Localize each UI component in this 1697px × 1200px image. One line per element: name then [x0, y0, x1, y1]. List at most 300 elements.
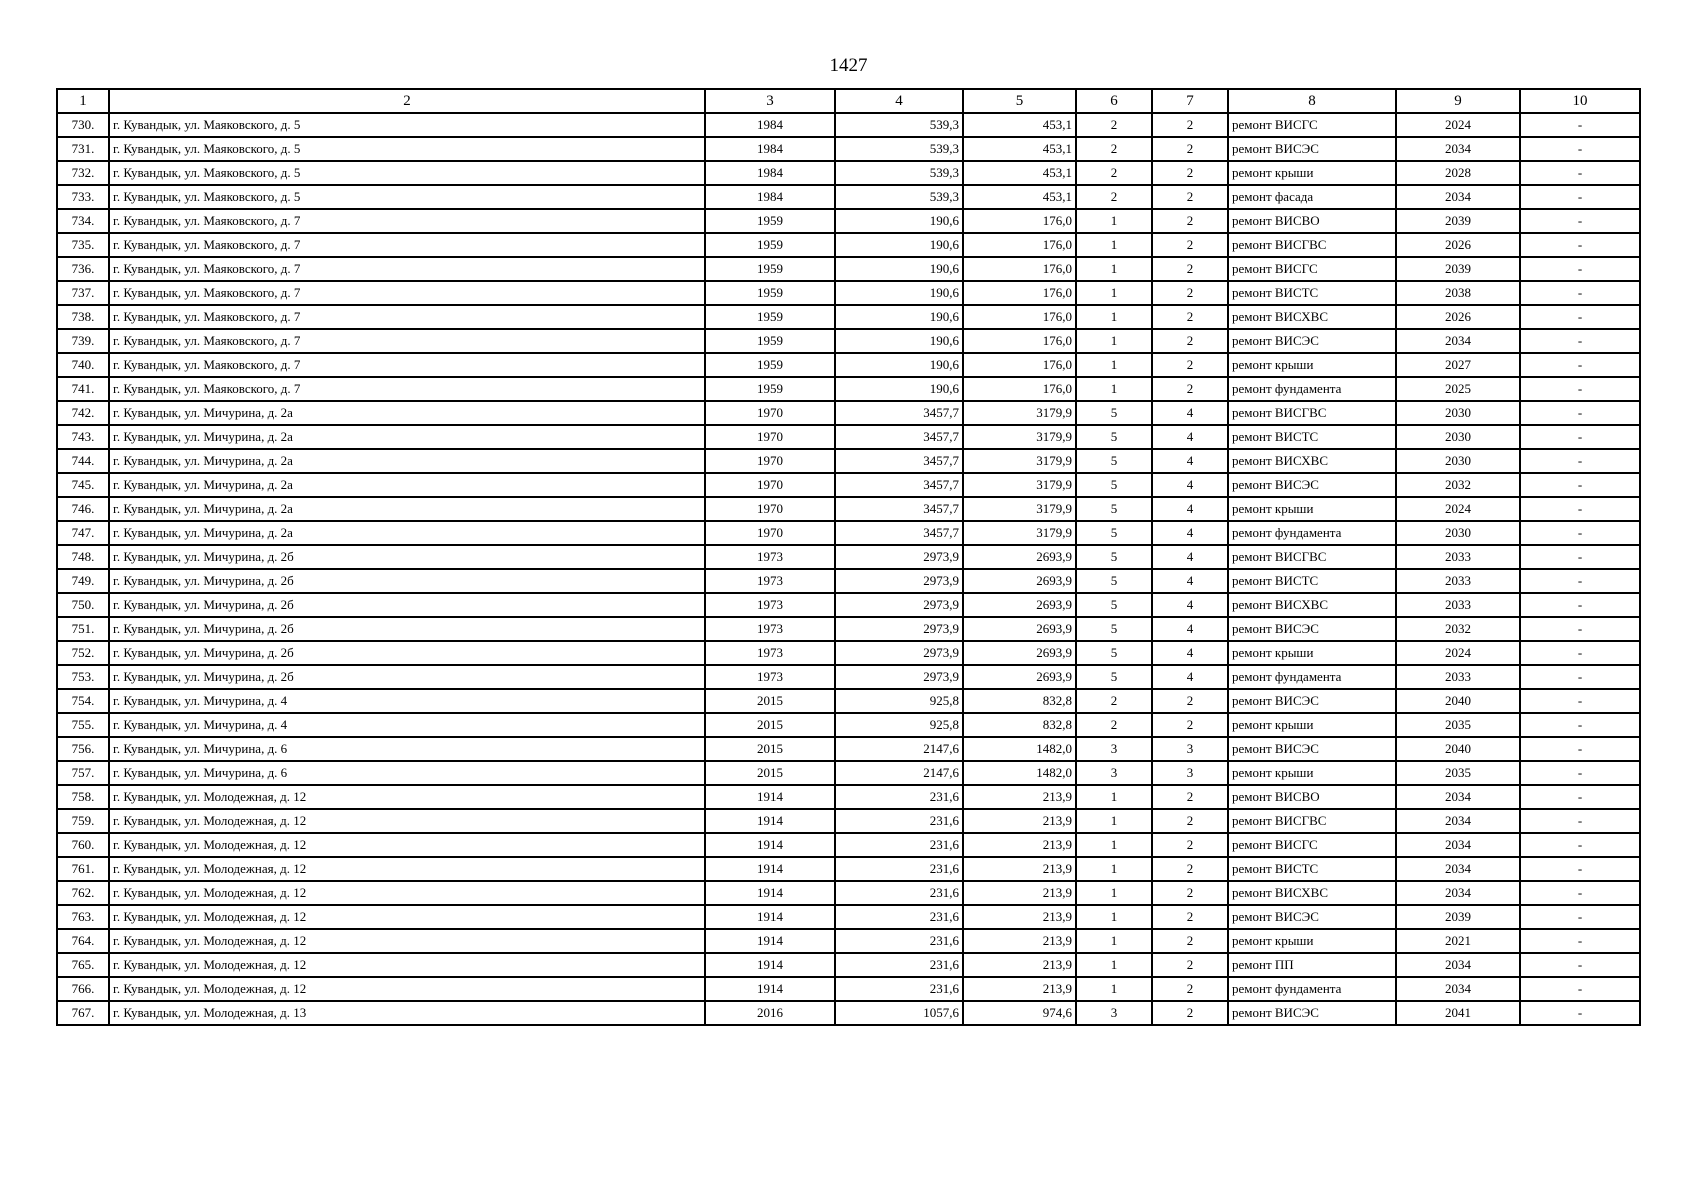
floors-cell: 5 [1076, 617, 1152, 641]
entrances-cell: 4 [1152, 545, 1228, 569]
address-cell: г. Кувандык, ул. Маяковского, д. 7 [109, 377, 705, 401]
note-cell: - [1520, 977, 1640, 1001]
entrances-cell: 2 [1152, 881, 1228, 905]
entrances-cell: 2 [1152, 785, 1228, 809]
year-planned-cell: 2041 [1396, 1001, 1520, 1025]
row-number-cell: 741. [57, 377, 109, 401]
year-built-cell: 1959 [705, 257, 835, 281]
header-cell: 4 [835, 89, 963, 113]
floors-cell: 2 [1076, 161, 1152, 185]
row-number-cell: 744. [57, 449, 109, 473]
table-row [57, 905, 1640, 929]
table-row [57, 449, 1640, 473]
year-planned-cell: 2039 [1396, 257, 1520, 281]
total-area-cell: 2147,6 [835, 761, 963, 785]
entrances-cell: 2 [1152, 209, 1228, 233]
floors-cell: 1 [1076, 881, 1152, 905]
floors-cell: 1 [1076, 353, 1152, 377]
year-built-cell: 1984 [705, 137, 835, 161]
entrances-cell: 2 [1152, 857, 1228, 881]
note-cell: - [1520, 329, 1640, 353]
year-planned-cell: 2030 [1396, 449, 1520, 473]
floors-cell: 5 [1076, 425, 1152, 449]
entrances-cell: 4 [1152, 641, 1228, 665]
floors-cell: 1 [1076, 281, 1152, 305]
year-built-cell: 1914 [705, 857, 835, 881]
registry-table [56, 88, 1641, 1026]
address-cell: г. Кувандык, ул. Маяковского, д. 7 [109, 257, 705, 281]
row-number-cell: 749. [57, 569, 109, 593]
total-area-cell: 3457,7 [835, 425, 963, 449]
note-cell: - [1520, 305, 1640, 329]
entrances-cell: 2 [1152, 113, 1228, 137]
total-area-cell: 2973,9 [835, 641, 963, 665]
floors-cell: 5 [1076, 665, 1152, 689]
note-cell: - [1520, 569, 1640, 593]
note-cell: - [1520, 785, 1640, 809]
note-cell: - [1520, 881, 1640, 905]
note-cell: - [1520, 545, 1640, 569]
entrances-cell: 2 [1152, 809, 1228, 833]
entrances-cell: 2 [1152, 977, 1228, 1001]
total-area-cell: 190,6 [835, 305, 963, 329]
floors-cell: 5 [1076, 473, 1152, 497]
floors-cell: 5 [1076, 449, 1152, 473]
year-planned-cell: 2033 [1396, 593, 1520, 617]
year-built-cell: 1914 [705, 785, 835, 809]
living-area-cell: 3179,9 [963, 401, 1076, 425]
table-row [57, 113, 1640, 137]
year-planned-cell: 2024 [1396, 113, 1520, 137]
total-area-cell: 190,6 [835, 377, 963, 401]
year-built-cell: 1914 [705, 833, 835, 857]
year-built-cell: 1959 [705, 377, 835, 401]
table-row [57, 713, 1640, 737]
address-cell: г. Кувандык, ул. Мичурина, д. 2б [109, 617, 705, 641]
row-number-cell: 748. [57, 545, 109, 569]
year-planned-cell: 2034 [1396, 953, 1520, 977]
row-number-cell: 766. [57, 977, 109, 1001]
table-row [57, 521, 1640, 545]
year-planned-cell: 2027 [1396, 353, 1520, 377]
work-type-cell: ремонт фундамента [1228, 521, 1396, 545]
work-type-cell: ремонт ВИСТС [1228, 857, 1396, 881]
work-type-cell: ремонт ВИСГВС [1228, 545, 1396, 569]
year-built-cell: 2015 [705, 689, 835, 713]
year-planned-cell: 2035 [1396, 761, 1520, 785]
total-area-cell: 539,3 [835, 113, 963, 137]
row-number-cell: 755. [57, 713, 109, 737]
note-cell: - [1520, 713, 1640, 737]
note-cell: - [1520, 833, 1640, 857]
work-type-cell: ремонт ВИСЭС [1228, 1001, 1396, 1025]
note-cell: - [1520, 929, 1640, 953]
row-number-cell: 765. [57, 953, 109, 977]
row-number-cell: 747. [57, 521, 109, 545]
entrances-cell: 4 [1152, 521, 1228, 545]
year-planned-cell: 2034 [1396, 329, 1520, 353]
total-area-cell: 190,6 [835, 257, 963, 281]
entrances-cell: 2 [1152, 233, 1228, 257]
address-cell: г. Кувандык, ул. Мичурина, д. 6 [109, 761, 705, 785]
total-area-cell: 539,3 [835, 161, 963, 185]
address-cell: г. Кувандык, ул. Мичурина, д. 2б [109, 545, 705, 569]
total-area-cell: 231,6 [835, 833, 963, 857]
year-built-cell: 1973 [705, 665, 835, 689]
address-cell: г. Кувандык, ул. Мичурина, д. 6 [109, 737, 705, 761]
table-row [57, 305, 1640, 329]
row-number-cell: 764. [57, 929, 109, 953]
year-built-cell: 1984 [705, 161, 835, 185]
floors-cell: 5 [1076, 569, 1152, 593]
year-built-cell: 1973 [705, 617, 835, 641]
floors-cell: 2 [1076, 137, 1152, 161]
total-area-cell: 231,6 [835, 881, 963, 905]
work-type-cell: ремонт фасада [1228, 185, 1396, 209]
header-cell: 2 [109, 89, 705, 113]
row-number-cell: 757. [57, 761, 109, 785]
total-area-cell: 539,3 [835, 185, 963, 209]
address-cell: г. Кувандык, ул. Молодежная, д. 12 [109, 953, 705, 977]
note-cell: - [1520, 737, 1640, 761]
living-area-cell: 3179,9 [963, 473, 1076, 497]
table-row [57, 425, 1640, 449]
total-area-cell: 231,6 [835, 857, 963, 881]
row-number-cell: 732. [57, 161, 109, 185]
year-planned-cell: 2040 [1396, 689, 1520, 713]
year-built-cell: 1914 [705, 905, 835, 929]
work-type-cell: ремонт фундамента [1228, 377, 1396, 401]
living-area-cell: 213,9 [963, 929, 1076, 953]
living-area-cell: 832,8 [963, 689, 1076, 713]
table-row [57, 833, 1640, 857]
floors-cell: 5 [1076, 545, 1152, 569]
work-type-cell: ремонт ВИСГВС [1228, 401, 1396, 425]
address-cell: г. Кувандык, ул. Мичурина, д. 2а [109, 521, 705, 545]
address-cell: г. Кувандык, ул. Молодежная, д. 13 [109, 1001, 705, 1025]
living-area-cell: 213,9 [963, 953, 1076, 977]
address-cell: г. Кувандык, ул. Мичурина, д. 2б [109, 665, 705, 689]
table-row [57, 857, 1640, 881]
address-cell: г. Кувандык, ул. Маяковского, д. 7 [109, 353, 705, 377]
table-row [57, 377, 1640, 401]
row-number-cell: 734. [57, 209, 109, 233]
year-planned-cell: 2032 [1396, 473, 1520, 497]
work-type-cell: ремонт ВИСГС [1228, 833, 1396, 857]
entrances-cell: 4 [1152, 593, 1228, 617]
address-cell: г. Кувандык, ул. Мичурина, д. 2б [109, 641, 705, 665]
year-built-cell: 1970 [705, 473, 835, 497]
floors-cell: 5 [1076, 641, 1152, 665]
year-planned-cell: 2033 [1396, 569, 1520, 593]
total-area-cell: 2973,9 [835, 617, 963, 641]
floors-cell: 1 [1076, 809, 1152, 833]
total-area-cell: 231,6 [835, 977, 963, 1001]
table-row [57, 809, 1640, 833]
work-type-cell: ремонт ВИСГС [1228, 257, 1396, 281]
total-area-cell: 3457,7 [835, 497, 963, 521]
total-area-cell: 3457,7 [835, 521, 963, 545]
year-planned-cell: 2033 [1396, 665, 1520, 689]
address-cell: г. Кувандык, ул. Мичурина, д. 2а [109, 497, 705, 521]
row-number-cell: 737. [57, 281, 109, 305]
row-number-cell: 746. [57, 497, 109, 521]
address-cell: г. Кувандык, ул. Маяковского, д. 5 [109, 161, 705, 185]
entrances-cell: 4 [1152, 473, 1228, 497]
floors-cell: 5 [1076, 401, 1152, 425]
living-area-cell: 176,0 [963, 329, 1076, 353]
floors-cell: 1 [1076, 785, 1152, 809]
row-number-cell: 740. [57, 353, 109, 377]
total-area-cell: 2973,9 [835, 665, 963, 689]
floors-cell: 1 [1076, 953, 1152, 977]
work-type-cell: ремонт ВИСЭС [1228, 137, 1396, 161]
work-type-cell: ремонт ВИСЭС [1228, 617, 1396, 641]
total-area-cell: 2147,6 [835, 737, 963, 761]
address-cell: г. Кувандык, ул. Молодежная, д. 12 [109, 929, 705, 953]
table-row [57, 737, 1640, 761]
floors-cell: 1 [1076, 833, 1152, 857]
note-cell: - [1520, 209, 1640, 233]
year-planned-cell: 2030 [1396, 401, 1520, 425]
work-type-cell: ремонт ВИСТС [1228, 425, 1396, 449]
living-area-cell: 2693,9 [963, 593, 1076, 617]
living-area-cell: 832,8 [963, 713, 1076, 737]
address-cell: г. Кувандык, ул. Маяковского, д. 5 [109, 113, 705, 137]
entrances-cell: 4 [1152, 449, 1228, 473]
living-area-cell: 176,0 [963, 305, 1076, 329]
living-area-cell: 2693,9 [963, 545, 1076, 569]
year-built-cell: 1970 [705, 425, 835, 449]
row-number-cell: 745. [57, 473, 109, 497]
floors-cell: 2 [1076, 713, 1152, 737]
entrances-cell: 2 [1152, 281, 1228, 305]
address-cell: г. Кувандык, ул. Маяковского, д. 7 [109, 305, 705, 329]
row-number-cell: 753. [57, 665, 109, 689]
entrances-cell: 2 [1152, 953, 1228, 977]
note-cell: - [1520, 905, 1640, 929]
header-cell: 8 [1228, 89, 1396, 113]
year-built-cell: 1973 [705, 545, 835, 569]
work-type-cell: ремонт ВИСТС [1228, 281, 1396, 305]
year-planned-cell: 2034 [1396, 785, 1520, 809]
table-row [57, 617, 1640, 641]
living-area-cell: 2693,9 [963, 617, 1076, 641]
address-cell: г. Кувандык, ул. Молодежная, д. 12 [109, 809, 705, 833]
work-type-cell: ремонт ВИСГС [1228, 113, 1396, 137]
table-row [57, 665, 1640, 689]
note-cell: - [1520, 281, 1640, 305]
entrances-cell: 4 [1152, 401, 1228, 425]
living-area-cell: 1482,0 [963, 737, 1076, 761]
floors-cell: 1 [1076, 209, 1152, 233]
floors-cell: 1 [1076, 377, 1152, 401]
note-cell: - [1520, 257, 1640, 281]
total-area-cell: 3457,7 [835, 449, 963, 473]
note-cell: - [1520, 137, 1640, 161]
address-cell: г. Кувандык, ул. Молодежная, д. 12 [109, 905, 705, 929]
note-cell: - [1520, 401, 1640, 425]
address-cell: г. Кувандык, ул. Мичурина, д. 2а [109, 401, 705, 425]
living-area-cell: 176,0 [963, 377, 1076, 401]
year-built-cell: 1959 [705, 305, 835, 329]
total-area-cell: 231,6 [835, 809, 963, 833]
table-row [57, 881, 1640, 905]
entrances-cell: 4 [1152, 665, 1228, 689]
living-area-cell: 176,0 [963, 353, 1076, 377]
year-planned-cell: 2026 [1396, 233, 1520, 257]
total-area-cell: 190,6 [835, 353, 963, 377]
note-cell: - [1520, 857, 1640, 881]
header-cell: 5 [963, 89, 1076, 113]
total-area-cell: 231,6 [835, 929, 963, 953]
year-built-cell: 2015 [705, 737, 835, 761]
address-cell: г. Кувандык, ул. Маяковского, д. 5 [109, 185, 705, 209]
living-area-cell: 213,9 [963, 785, 1076, 809]
note-cell: - [1520, 1001, 1640, 1025]
work-type-cell: ремонт крыши [1228, 497, 1396, 521]
entrances-cell: 2 [1152, 353, 1228, 377]
year-planned-cell: 2039 [1396, 209, 1520, 233]
work-type-cell: ремонт ВИСЭС [1228, 473, 1396, 497]
address-cell: г. Кувандык, ул. Маяковского, д. 5 [109, 137, 705, 161]
table-row [57, 929, 1640, 953]
year-built-cell: 1959 [705, 233, 835, 257]
table-row [57, 785, 1640, 809]
year-built-cell: 1914 [705, 929, 835, 953]
floors-cell: 1 [1076, 233, 1152, 257]
year-built-cell: 1970 [705, 401, 835, 425]
year-planned-cell: 2026 [1396, 305, 1520, 329]
year-built-cell: 2016 [705, 1001, 835, 1025]
living-area-cell: 3179,9 [963, 497, 1076, 521]
total-area-cell: 2973,9 [835, 545, 963, 569]
note-cell: - [1520, 593, 1640, 617]
entrances-cell: 2 [1152, 689, 1228, 713]
total-area-cell: 190,6 [835, 233, 963, 257]
row-number-cell: 767. [57, 1001, 109, 1025]
year-built-cell: 1984 [705, 113, 835, 137]
address-cell: г. Кувандык, ул. Мичурина, д. 2б [109, 569, 705, 593]
year-planned-cell: 2040 [1396, 737, 1520, 761]
header-cell: 9 [1396, 89, 1520, 113]
row-number-cell: 730. [57, 113, 109, 137]
living-area-cell: 176,0 [963, 281, 1076, 305]
entrances-cell: 4 [1152, 569, 1228, 593]
note-cell: - [1520, 809, 1640, 833]
entrances-cell: 2 [1152, 713, 1228, 737]
floors-cell: 3 [1076, 1001, 1152, 1025]
table-row [57, 689, 1640, 713]
table-row [57, 233, 1640, 257]
year-built-cell: 1959 [705, 209, 835, 233]
row-number-cell: 754. [57, 689, 109, 713]
table-row [57, 473, 1640, 497]
year-built-cell: 2015 [705, 761, 835, 785]
address-cell: г. Кувандык, ул. Маяковского, д. 7 [109, 281, 705, 305]
address-cell: г. Кувандык, ул. Мичурина, д. 4 [109, 713, 705, 737]
year-planned-cell: 2034 [1396, 809, 1520, 833]
header-row [57, 89, 1640, 113]
living-area-cell: 213,9 [963, 881, 1076, 905]
entrances-cell: 2 [1152, 1001, 1228, 1025]
entrances-cell: 2 [1152, 929, 1228, 953]
note-cell: - [1520, 497, 1640, 521]
table-row [57, 761, 1640, 785]
address-cell: г. Кувандык, ул. Молодежная, д. 12 [109, 785, 705, 809]
year-planned-cell: 2034 [1396, 881, 1520, 905]
note-cell: - [1520, 617, 1640, 641]
living-area-cell: 213,9 [963, 833, 1076, 857]
year-built-cell: 1959 [705, 329, 835, 353]
table-row [57, 641, 1640, 665]
living-area-cell: 453,1 [963, 137, 1076, 161]
table-row [57, 977, 1640, 1001]
floors-cell: 1 [1076, 257, 1152, 281]
work-type-cell: ремонт ВИСГВС [1228, 233, 1396, 257]
note-cell: - [1520, 641, 1640, 665]
table-body [57, 113, 1640, 1025]
header-cell: 10 [1520, 89, 1640, 113]
year-built-cell: 1970 [705, 521, 835, 545]
note-cell: - [1520, 353, 1640, 377]
living-area-cell: 3179,9 [963, 449, 1076, 473]
table-row [57, 185, 1640, 209]
living-area-cell: 2693,9 [963, 569, 1076, 593]
table-row [57, 593, 1640, 617]
address-cell: г. Кувандык, ул. Молодежная, д. 12 [109, 857, 705, 881]
living-area-cell: 213,9 [963, 857, 1076, 881]
entrances-cell: 3 [1152, 737, 1228, 761]
table-row [57, 497, 1640, 521]
total-area-cell: 3457,7 [835, 473, 963, 497]
floors-cell: 2 [1076, 113, 1152, 137]
work-type-cell: ремонт ВИСЭС [1228, 689, 1396, 713]
year-built-cell: 1914 [705, 977, 835, 1001]
year-planned-cell: 2028 [1396, 161, 1520, 185]
year-planned-cell: 2034 [1396, 185, 1520, 209]
address-cell: г. Кувандык, ул. Мичурина, д. 2а [109, 425, 705, 449]
note-cell: - [1520, 473, 1640, 497]
total-area-cell: 925,8 [835, 713, 963, 737]
entrances-cell: 2 [1152, 329, 1228, 353]
year-planned-cell: 2024 [1396, 641, 1520, 665]
row-number-cell: 736. [57, 257, 109, 281]
entrances-cell: 2 [1152, 377, 1228, 401]
note-cell: - [1520, 761, 1640, 785]
table-row [57, 401, 1640, 425]
year-planned-cell: 2034 [1396, 833, 1520, 857]
year-planned-cell: 2034 [1396, 977, 1520, 1001]
note-cell: - [1520, 113, 1640, 137]
address-cell: г. Кувандык, ул. Молодежная, д. 12 [109, 881, 705, 905]
work-type-cell: ремонт ВИСХВС [1228, 593, 1396, 617]
floors-cell: 1 [1076, 305, 1152, 329]
row-number-cell: 733. [57, 185, 109, 209]
year-built-cell: 1914 [705, 881, 835, 905]
work-type-cell: ремонт ВИСТС [1228, 569, 1396, 593]
total-area-cell: 2973,9 [835, 569, 963, 593]
row-number-cell: 752. [57, 641, 109, 665]
note-cell: - [1520, 521, 1640, 545]
address-cell: г. Кувандык, ул. Маяковского, д. 7 [109, 209, 705, 233]
row-number-cell: 750. [57, 593, 109, 617]
floors-cell: 1 [1076, 977, 1152, 1001]
living-area-cell: 213,9 [963, 977, 1076, 1001]
table-row [57, 1001, 1640, 1025]
row-number-cell: 758. [57, 785, 109, 809]
year-built-cell: 1973 [705, 593, 835, 617]
